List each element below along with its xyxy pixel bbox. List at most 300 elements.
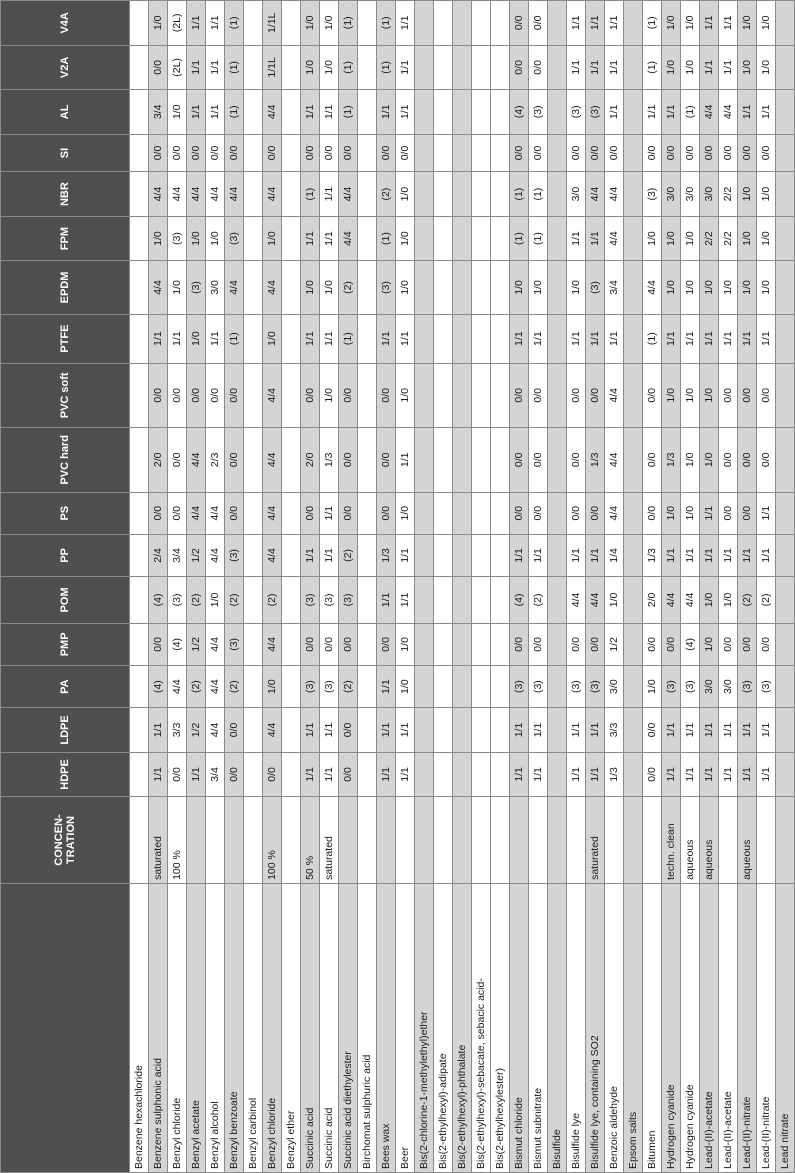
rating-cell-pvcsoft [130,363,149,427]
rating-cell-pa: 4/4 [206,666,225,708]
rating-cell-v2a: 1/0 [738,45,757,89]
concentration-cell [757,797,776,884]
substance-name: Bismut chloride [510,883,529,1172]
rating-cell-v4a: 0/0 [529,1,548,46]
rating-cell-pvcsoft [358,363,377,427]
rating-cell-epdm: 1/0 [681,261,700,314]
rating-cell-si: 0/0 [263,134,282,172]
table-row [415,1,434,1173]
substance-name: Benzene sulphonic acid [149,883,168,1172]
rating-cell-pvchard [358,428,377,492]
column-header-nbr: NBR [1,172,130,216]
rating-cell-fpm: 2/2 [700,216,719,260]
rating-cell-fpm: 1/0 [643,216,662,260]
rating-cell-al [548,90,567,134]
concentration-cell [282,797,301,884]
rating-cell-pp: 1/1 [700,534,719,576]
rating-cell-v2a: 1/1L [263,45,282,89]
rating-cell-pp: 2/4 [149,534,168,576]
rating-cell-al: 1/1 [605,90,624,134]
rating-cell-v4a: 1/1 [567,1,586,46]
rating-cell-hdpe [434,752,453,796]
concentration-cell: 100 % [168,797,187,884]
rating-cell-si [434,134,453,172]
rating-cell-pvchard: 2/0 [149,428,168,492]
rating-cell-fpm: 2/2 [719,216,738,260]
rating-cell-nbr: 1/0 [396,172,415,216]
rating-cell-fpm [358,216,377,260]
rating-cell-pmp [624,623,643,665]
column-header-ps: PS [1,492,130,534]
rating-cell-pvchard: 4/4 [263,428,282,492]
rating-cell-nbr [434,172,453,216]
rating-cell-v2a: 1/1 [605,45,624,89]
substance-name: Lead-(II)-nitrate [738,883,757,1172]
rating-cell-pp: 1/1 [757,534,776,576]
rating-cell-pp: 1/1 [586,534,605,576]
rating-cell-nbr [624,172,643,216]
rating-cell-pmp: 1/0 [396,623,415,665]
rating-cell-v2a: 0/0 [510,45,529,89]
substance-name: Hydrogen cyanide [662,883,681,1172]
rating-cell-ps: 1/1 [757,492,776,534]
rating-cell-ldpe: 1/1 [149,708,168,752]
rating-cell-al: 1/1 [738,90,757,134]
rating-cell-pvchard: 0/0 [168,428,187,492]
rating-cell-hdpe: 1/1 [719,752,738,796]
rating-cell-pvcsoft [434,363,453,427]
rating-cell-al [491,90,510,134]
rating-cell-pp: 4/4 [206,534,225,576]
concentration-cell [567,797,586,884]
substance-name: Hydrogen cyanide [681,883,700,1172]
rating-cell-pom [130,577,149,624]
rating-cell-nbr [282,172,301,216]
rating-cell-pp [415,534,434,576]
rating-cell-v2a: 1/1 [567,45,586,89]
rating-cell-pvcsoft: 0/0 [187,363,206,427]
rating-cell-pp: (2) [339,534,358,576]
rating-cell-pvchard: 0/0 [738,428,757,492]
rating-cell-pvchard [624,428,643,492]
rating-cell-hdpe: 1/1 [320,752,339,796]
rating-cell-epdm: 4/4 [643,261,662,314]
substance-name: Bis(2-chlorine-1-methylethyl)ether [415,883,434,1172]
concentration-cell [510,797,529,884]
rating-cell-pvchard: 0/0 [510,428,529,492]
rating-cell-pvcsoft: 4/4 [605,363,624,427]
rating-cell-pa: 3/0 [605,666,624,708]
rating-cell-ps: 0/0 [529,492,548,534]
rating-cell-pmp [415,623,434,665]
concentration-cell: 100 % [263,797,282,884]
rating-cell-pa: (2) [339,666,358,708]
rating-cell-pvcsoft [453,363,472,427]
rating-cell-ptfe: 1/1 [529,314,548,363]
rating-cell-epdm: 1/0 [168,261,187,314]
rating-cell-pom [472,577,491,624]
rating-cell-hdpe: 1/1 [700,752,719,796]
rating-cell-v4a: (1) [643,1,662,46]
rating-cell-hdpe: 1/1 [757,752,776,796]
rating-cell-hdpe: 0/0 [225,752,244,796]
rating-cell-v4a [453,1,472,46]
rating-cell-epdm: 1/0 [738,261,757,314]
rating-cell-nbr: 1/0 [757,172,776,216]
rating-cell-ptfe [548,314,567,363]
table-row [681,1,700,1173]
table-row [776,1,795,1173]
rating-cell-ps: 0/0 [586,492,605,534]
rating-cell-v4a [358,1,377,46]
rating-cell-al: (1) [681,90,700,134]
concentration-cell: aqueous [738,797,757,884]
rating-cell-ptfe: 1/1 [738,314,757,363]
rating-cell-ldpe: 0/0 [339,708,358,752]
rating-cell-ps: 0/0 [339,492,358,534]
rating-cell-ptfe: 1/1 [206,314,225,363]
rating-cell-pp [453,534,472,576]
rating-cell-hdpe [130,752,149,796]
rating-cell-pmp [282,623,301,665]
rating-cell-v4a: 1/0 [301,1,320,46]
rating-cell-ptfe [244,314,263,363]
rating-cell-pa [415,666,434,708]
concentration-cell: techn. clean [662,797,681,884]
rating-cell-fpm: (1) [510,216,529,260]
rating-cell-v4a [776,1,795,46]
table-row [624,1,643,1173]
rating-cell-ldpe: 3/3 [605,708,624,752]
rating-cell-pmp: (3) [225,623,244,665]
rating-cell-al: 1/1 [320,90,339,134]
rating-cell-ldpe: 1/2 [187,708,206,752]
rating-cell-nbr [491,172,510,216]
rating-cell-fpm: (3) [168,216,187,260]
rating-cell-fpm: 1/0 [757,216,776,260]
rating-cell-v4a: 1/1 [719,1,738,46]
rating-cell-pvchard: 0/0 [757,428,776,492]
table-row [643,1,662,1173]
rating-cell-nbr: (1) [301,172,320,216]
rating-cell-pp: 1/1 [567,534,586,576]
substance-name: Bis(2-ethylhexyl)-sebacate, sebacic acid- [472,883,491,1172]
substance-name: Lead-(II)-acetate [719,883,738,1172]
rating-cell-pmp [130,623,149,665]
rating-cell-nbr: (1) [510,172,529,216]
rating-cell-fpm: (1) [377,216,396,260]
rating-cell-hdpe [472,752,491,796]
rating-cell-pmp: 0/0 [719,623,738,665]
rating-cell-ps [244,492,263,534]
rating-cell-hdpe: 1/1 [586,752,605,796]
rating-cell-al: 1/1 [662,90,681,134]
rating-cell-ps: 0/0 [149,492,168,534]
rating-cell-ptfe [624,314,643,363]
rating-cell-pa: (2) [187,666,206,708]
rating-cell-si: 0/0 [738,134,757,172]
substance-name: Benzene hexachloride [130,883,149,1172]
rating-cell-al [130,90,149,134]
rating-cell-ldpe: 1/1 [738,708,757,752]
rating-cell-ps: 0/0 [567,492,586,534]
table-row [738,1,757,1173]
rating-cell-nbr: 3/0 [681,172,700,216]
rating-cell-nbr [453,172,472,216]
rating-cell-pp: 3/4 [168,534,187,576]
concentration-cell [605,797,624,884]
rating-cell-pmp: 0/0 [662,623,681,665]
rating-cell-ldpe [491,708,510,752]
rating-cell-hdpe: 1/1 [567,752,586,796]
rating-cell-pa: (2) [225,666,244,708]
table-row [130,1,149,1173]
rating-cell-hdpe: 1/1 [149,752,168,796]
rating-cell-pvchard: 4/4 [187,428,206,492]
rating-cell-pa [776,666,795,708]
rating-cell-hdpe [453,752,472,796]
rating-cell-ptfe: (1) [643,314,662,363]
rating-cell-fpm: 1/1 [301,216,320,260]
rating-cell-pvcsoft: 0/0 [168,363,187,427]
rating-cell-ldpe [415,708,434,752]
rating-cell-al: (4) [510,90,529,134]
rating-cell-pvcsoft: 0/0 [643,363,662,427]
rating-cell-epdm: 1/0 [567,261,586,314]
rating-cell-ps [453,492,472,534]
concentration-cell [529,797,548,884]
rating-cell-pvcsoft [491,363,510,427]
rating-cell-pa: (3) [529,666,548,708]
rating-cell-hdpe [624,752,643,796]
rating-cell-ps: 4/4 [206,492,225,534]
table-row [225,1,244,1173]
rating-cell-fpm [434,216,453,260]
rating-cell-pa [282,666,301,708]
rating-cell-si: 0/0 [567,134,586,172]
rating-cell-v2a: 1/0 [301,45,320,89]
rating-cell-pom: (4) [149,577,168,624]
rating-cell-si [453,134,472,172]
rating-cell-pvchard: 1/3 [662,428,681,492]
rating-cell-pvchard: 1/3 [320,428,339,492]
rating-cell-ptfe [130,314,149,363]
rating-cell-v2a [472,45,491,89]
rating-cell-si [491,134,510,172]
rating-cell-pom: (2) [225,577,244,624]
rating-cell-ptfe: 1/1 [510,314,529,363]
rating-cell-ptfe: 1/1 [149,314,168,363]
rating-cell-pvchard: 2/0 [301,428,320,492]
rating-cell-epdm: 1/0 [719,261,738,314]
rating-cell-si [624,134,643,172]
rating-cell-nbr [130,172,149,216]
rating-cell-ptfe: 1/1 [320,314,339,363]
substance-name: Beer [396,883,415,1172]
rating-cell-si: 0/0 [149,134,168,172]
rating-cell-v2a: 1/0 [757,45,776,89]
rating-cell-pp: 1/1 [301,534,320,576]
rating-cell-hdpe [548,752,567,796]
rating-cell-ps: 0/0 [301,492,320,534]
rating-cell-si: 0/0 [586,134,605,172]
rating-cell-nbr: 1/0 [738,172,757,216]
rating-cell-pvcsoft [415,363,434,427]
rating-cell-pvchard [415,428,434,492]
rating-cell-pvchard [453,428,472,492]
rating-cell-pom: (3) [320,577,339,624]
table-row [187,1,206,1173]
rating-cell-pp: 1/3 [377,534,396,576]
rating-cell-v4a: 1/1 [586,1,605,46]
rating-cell-ldpe [358,708,377,752]
rating-cell-nbr: 3/0 [662,172,681,216]
rating-cell-pmp: 0/0 [510,623,529,665]
concentration-cell [624,797,643,884]
rating-cell-ptfe: 1/1 [681,314,700,363]
substance-name: Epsom salts [624,883,643,1172]
column-header-name [1,883,130,1172]
rating-cell-pvcsoft: 0/0 [339,363,358,427]
rating-cell-al [415,90,434,134]
rating-cell-v4a: (1) [339,1,358,46]
rating-cell-hdpe: 0/0 [643,752,662,796]
rating-cell-ps [282,492,301,534]
rating-cell-pa: 1/0 [263,666,282,708]
rating-cell-nbr [548,172,567,216]
rating-cell-nbr: 4/4 [168,172,187,216]
rating-cell-pmp [776,623,795,665]
rating-cell-pvchard: 0/0 [719,428,738,492]
rating-cell-pvchard [282,428,301,492]
rating-cell-ptfe: 1/1 [662,314,681,363]
rating-cell-ldpe: 1/1 [510,708,529,752]
substance-name: Benzyl alcohol [206,883,225,1172]
substance-name: Lead-(II)-acetate [700,883,719,1172]
table-row [529,1,548,1173]
rating-cell-si: 0/0 [700,134,719,172]
rating-cell-pvchard: 1/3 [586,428,605,492]
rating-cell-nbr: 4/4 [225,172,244,216]
rating-cell-ldpe: 3/3 [168,708,187,752]
concentration-cell [415,797,434,884]
rating-cell-epdm: 4/4 [149,261,168,314]
rating-cell-pvcsoft: 0/0 [510,363,529,427]
rating-cell-fpm [282,216,301,260]
rating-cell-epdm: (2) [339,261,358,314]
concentration-cell: aqueous [700,797,719,884]
rating-cell-ps: 0/0 [225,492,244,534]
rating-cell-fpm [244,216,263,260]
rating-cell-hdpe: 0/0 [168,752,187,796]
header-row [1,1,130,1173]
concentration-cell [206,797,225,884]
rating-cell-ldpe: 1/1 [719,708,738,752]
rating-cell-epdm: (3) [187,261,206,314]
substance-name: Succinic acid diethylester [339,883,358,1172]
rating-cell-ptfe: 1/1 [396,314,415,363]
substance-name: Benzyl benzoate [225,883,244,1172]
table-row [491,1,510,1173]
rating-cell-al [358,90,377,134]
rating-cell-ptfe: 1/1 [605,314,624,363]
rating-cell-fpm: 1/0 [738,216,757,260]
rating-cell-pom: (2) [738,577,757,624]
rating-cell-si: 0/0 [377,134,396,172]
rating-cell-ldpe: 1/1 [529,708,548,752]
rating-cell-pmp: 4/4 [263,623,282,665]
rating-cell-pvchard: 1/0 [681,428,700,492]
rating-cell-pa: (3) [320,666,339,708]
rating-cell-al: (3) [567,90,586,134]
rating-cell-pmp: 0/0 [738,623,757,665]
rating-cell-ldpe: 0/0 [643,708,662,752]
rating-cell-pom: (2) [529,577,548,624]
rating-cell-v4a: 1/1 [605,1,624,46]
rating-cell-v2a: 0/0 [529,45,548,89]
rating-cell-fpm: 1/1 [586,216,605,260]
rating-cell-v4a: 1/1 [396,1,415,46]
rating-cell-ldpe [776,708,795,752]
substance-name: Bisulfide [548,883,567,1172]
column-header-pp: PP [1,534,130,576]
rating-cell-si: 0/0 [339,134,358,172]
rating-cell-pom: (2) [187,577,206,624]
rating-cell-pom: (3) [339,577,358,624]
rating-cell-v4a: 1/0 [738,1,757,46]
rating-cell-si: 0/0 [681,134,700,172]
rating-cell-pmp: 1/2 [187,623,206,665]
rating-cell-fpm [548,216,567,260]
rating-cell-pom: 2/0 [643,577,662,624]
rating-cell-epdm [282,261,301,314]
rating-cell-nbr: 4/4 [605,172,624,216]
rating-cell-ptfe: 1/1 [168,314,187,363]
column-header-pom: POM [1,577,130,624]
rating-cell-ptfe: 1/1 [377,314,396,363]
rating-cell-v2a: 1/1 [187,45,206,89]
rating-cell-pmp: 0/0 [301,623,320,665]
rating-cell-v4a [415,1,434,46]
rating-cell-pmp [244,623,263,665]
rating-cell-v2a [776,45,795,89]
column-header-pa: PA [1,666,130,708]
substance-name: Benzoic aldehyde [605,883,624,1172]
rating-cell-pvchard: 1/1 [396,428,415,492]
rating-cell-si: 0/0 [605,134,624,172]
rating-cell-ldpe: 0/0 [225,708,244,752]
column-header-epdm: EPDM [1,261,130,314]
rating-cell-ps [776,492,795,534]
rating-cell-v4a: 1/0 [757,1,776,46]
substance-name: Bis(2-ethylhexyl)-phthalate [453,883,472,1172]
rating-cell-nbr: 4/4 [187,172,206,216]
rating-cell-fpm [472,216,491,260]
rating-cell-pmp: (4) [168,623,187,665]
table-row [719,1,738,1173]
rating-cell-pvcsoft: 0/0 [149,363,168,427]
rating-cell-hdpe: 1/1 [738,752,757,796]
rating-cell-epdm [434,261,453,314]
rating-cell-si: 0/0 [757,134,776,172]
rating-cell-pom: 1/0 [700,577,719,624]
rating-cell-pmp [491,623,510,665]
rating-cell-pp [244,534,263,576]
rating-cell-pp [624,534,643,576]
rating-cell-nbr: 4/4 [339,172,358,216]
rating-cell-fpm: (3) [225,216,244,260]
concentration-cell [339,797,358,884]
